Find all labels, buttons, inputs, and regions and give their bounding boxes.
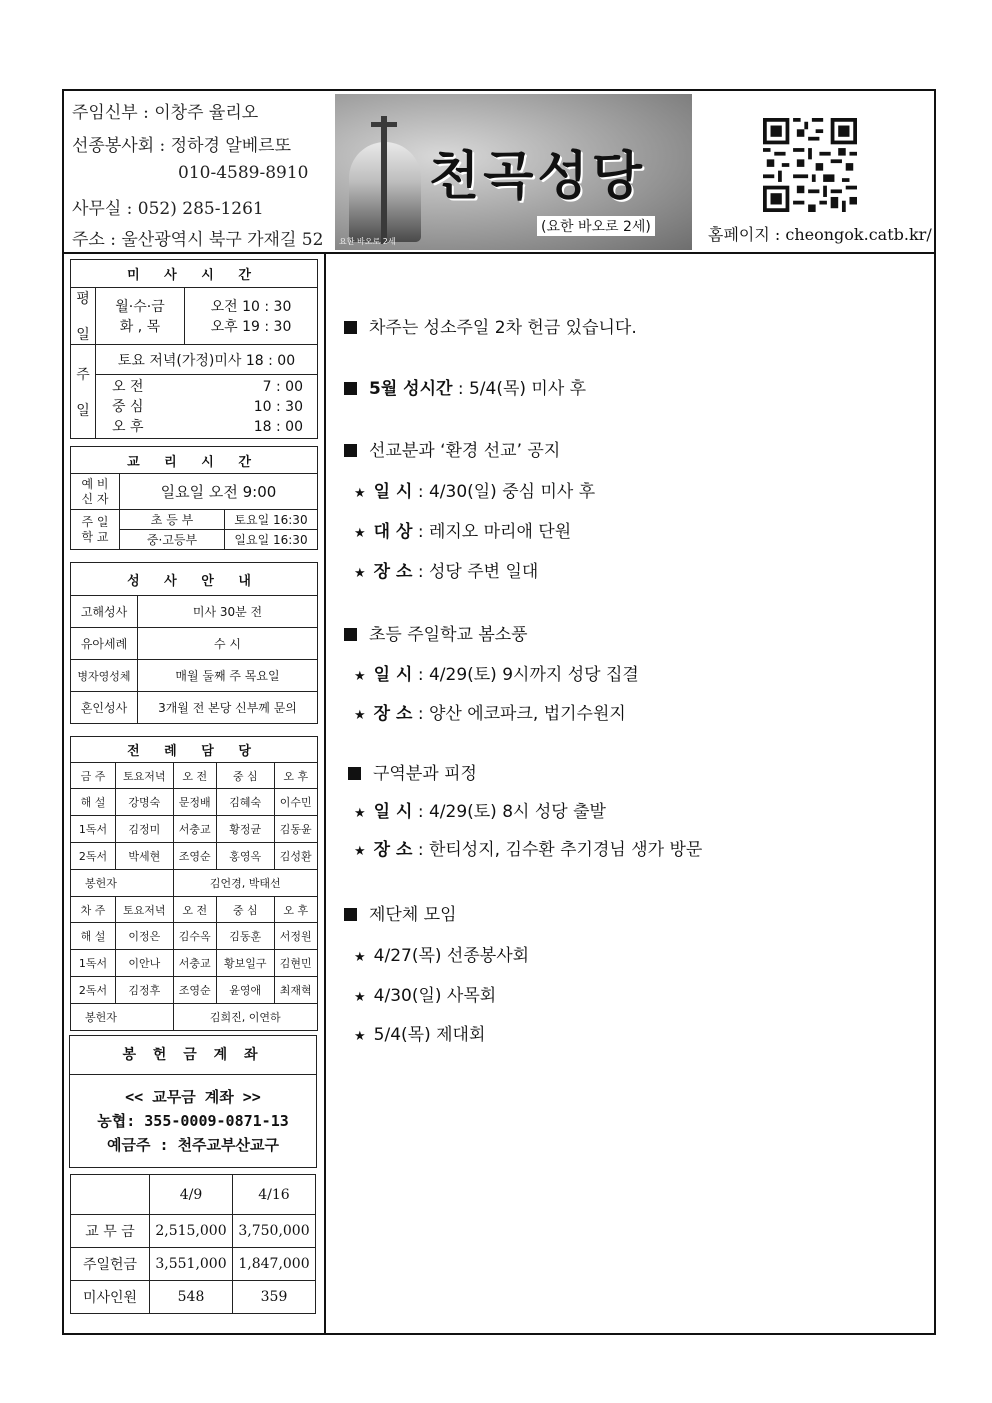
stats-value: 359 — [233, 1281, 316, 1314]
liturgy-header-cell: 토요저녁 — [116, 763, 174, 789]
notice-picnic: 초등 주일학교 봄소풍 — [344, 620, 528, 645]
pre-catechumen-time: 일요일 오전 9:00 — [120, 474, 318, 510]
liturgy-header-cell: 토요저녁 — [116, 897, 174, 923]
star-bullet-icon: ★ — [354, 950, 366, 965]
square-bullet-icon — [344, 321, 357, 334]
liturgy-cell: 김수옥 — [173, 923, 216, 950]
confession-label: 고해성사 — [71, 596, 138, 628]
notice-vocation-sunday: 차주는 성소주일 2차 헌금 있습니다. — [344, 313, 637, 338]
liturgy-cell: 최재혁 — [274, 977, 318, 1004]
star-bullet-icon: ★ — [354, 1029, 366, 1044]
sunday-label: 주 일 — [71, 345, 96, 439]
account-holder: 예금주 : 천주교부산교구 — [107, 1136, 279, 1154]
meeting-item: ★ 4/27(목) 선종봉사회 — [354, 946, 530, 966]
liturgy-cell: 이안나 — [116, 950, 174, 977]
liturgy-cell: 황정균 — [216, 816, 274, 843]
stats-value: 3,551,000 — [150, 1248, 233, 1281]
sunday-masses: 오 전 7 : 00 중 심 10 : 30 오 후 18 : 00 — [96, 375, 318, 439]
liturgy-header-cell: 오 후 — [274, 897, 318, 923]
marriage-label: 혼인성사 — [71, 692, 138, 724]
liturgy-cell: 2독서 — [71, 977, 116, 1004]
square-bullet-icon — [348, 767, 361, 780]
liturgy-table — [70, 736, 318, 1031]
infant-baptism-desc: 수 시 — [138, 628, 318, 660]
offering-names: 김언경, 박태선 — [173, 870, 317, 897]
offering-stats-table — [70, 1174, 316, 1314]
offering-names: 김희진, 이연하 — [173, 1004, 317, 1031]
header-divider — [62, 252, 936, 254]
star-bullet-icon: ★ — [354, 844, 366, 859]
retreat-place: ★ 장 소 : 한티성지, 김수환 추기경님 생가 방문 — [354, 840, 703, 860]
stats-value: 548 — [150, 1281, 233, 1314]
liturgy-cell: 해 설 — [71, 789, 116, 816]
square-bullet-icon — [344, 908, 357, 921]
stats-value: 1,847,000 — [233, 1248, 316, 1281]
liturgy-cell: 박세현 — [116, 843, 174, 870]
mission-place: ★ 장 소 : 성당 주변 일대 — [354, 562, 539, 582]
stats-value: 3,750,000 — [233, 1215, 316, 1248]
donation-account-box — [69, 1035, 317, 1168]
retreat-date: ★ 일 시 : 4/29(토) 8시 성당 출발 — [354, 802, 606, 822]
offering-label: 봉헌자 — [71, 1004, 174, 1031]
stats-label: 주일헌금 — [71, 1248, 150, 1281]
liturgy-header-cell: 오 후 — [274, 763, 318, 789]
sick-communion-desc: 매월 둘째 주 목요일 — [138, 660, 318, 692]
catechism-table — [70, 446, 318, 550]
star-bullet-icon: ★ — [354, 566, 366, 581]
notice-meetings: 제단체 모임 — [344, 900, 457, 925]
church-banner — [335, 94, 692, 250]
stats-date: 4/9 — [150, 1175, 233, 1215]
patron-name: (요한 바오로 2세) — [537, 216, 655, 236]
pastor-info: 주임신부 : 이창주 율리오 — [72, 103, 259, 123]
liturgy-cell: 조영순 — [173, 843, 216, 870]
elementary-label: 초 등 부 — [120, 510, 225, 530]
photo-caption: 요한 바오로 2세 — [339, 237, 396, 246]
pre-catechumen-label: 예 비 신 자 — [71, 474, 120, 510]
liturgy-cell: 김동윤 — [274, 816, 318, 843]
star-bullet-icon: ★ — [354, 486, 366, 501]
stats-date: 4/16 — [233, 1175, 316, 1215]
donation-account-body — [70, 1075, 316, 1157]
liturgy-cell: 김정후 — [116, 977, 174, 1004]
crucifix-crossbar — [371, 122, 397, 127]
stats-label: 미사인원 — [71, 1281, 150, 1314]
notice-holy-hour: 5월 성시간 : 5/4(목) 미사 후 — [344, 374, 586, 399]
column-divider — [324, 252, 326, 1335]
star-bullet-icon: ★ — [354, 526, 366, 541]
liturgy-header-cell: 오 전 — [173, 897, 216, 923]
account-number: 농협: 355-0009-0871-13 — [97, 1112, 289, 1130]
square-bullet-icon — [344, 444, 357, 457]
square-bullet-icon — [344, 628, 357, 641]
liturgy-cell: 해 설 — [71, 923, 116, 950]
liturgy-header-cell: 중 심 — [216, 897, 274, 923]
liturgy-header-cell: 차 주 — [71, 897, 116, 923]
liturgy-cell: 이정은 — [116, 923, 174, 950]
notice-retreat: 구역분과 피정 — [348, 759, 477, 784]
sacraments-title: 성 사 안 내 — [71, 563, 318, 596]
weekday-times: 오전 10 : 30 오후 19 : 30 — [185, 288, 318, 345]
liturgy-cell: 김현민 — [274, 950, 318, 977]
meeting-item: ★ 5/4(목) 제대회 — [354, 1025, 486, 1045]
mass-times-title: 미 사 시 간 — [71, 260, 318, 288]
middle-high-label: 중·고등부 — [120, 530, 225, 550]
confession-desc: 미사 30분 전 — [138, 596, 318, 628]
donation-account-title: 봉 헌 금 계 좌 — [70, 1036, 316, 1075]
liturgy-cell: 조영순 — [173, 977, 216, 1004]
liturgy-cell: 서충교 — [173, 816, 216, 843]
liturgy-cell: 서충교 — [173, 950, 216, 977]
liturgy-cell: 홍영옥 — [216, 843, 274, 870]
catechism-title: 교 리 시 간 — [71, 447, 318, 474]
address-info: 주소 : 울산광역시 북구 가재길 52 — [72, 230, 324, 250]
liturgy-title: 전 례 담 당 — [71, 737, 318, 763]
liturgy-cell: 김혜숙 — [216, 789, 274, 816]
star-bullet-icon: ★ — [354, 669, 366, 684]
church-name: 천곡성당 — [429, 146, 646, 207]
liturgy-cell: 윤영애 — [216, 977, 274, 1004]
liturgy-cell: 이수민 — [274, 789, 318, 816]
homepage-link[interactable]: 홈페이지 : cheongok.catb.kr/ — [708, 225, 932, 244]
offering-label: 봉헌자 — [71, 870, 174, 897]
liturgy-cell: 김성환 — [274, 843, 318, 870]
stats-value: 2,515,000 — [150, 1215, 233, 1248]
middle-high-time: 일요일 16:30 — [225, 530, 318, 550]
saturday-evening-mass: 토요 저녁(가정)미사 18 : 00 — [96, 345, 318, 375]
picnic-date: ★ 일 시 : 4/29(토) 9시까지 성당 집결 — [354, 665, 639, 685]
account-heading: << 교무금 계좌 >> — [125, 1088, 261, 1106]
liturgy-cell: 김동훈 — [216, 923, 274, 950]
liturgy-header-cell: 중 심 — [216, 763, 274, 789]
qr-code-icon[interactable] — [763, 118, 857, 212]
sunday-school-label: 주 일 학 교 — [71, 510, 120, 550]
liturgy-header-cell: 금 주 — [71, 763, 116, 789]
meeting-item: ★ 4/30(일) 사목회 — [354, 986, 497, 1006]
infant-baptism-label: 유아세례 — [71, 628, 138, 660]
star-bullet-icon: ★ — [354, 708, 366, 723]
star-bullet-icon: ★ — [354, 806, 366, 821]
office-info: 사무실 : 052) 285-1261 — [72, 199, 264, 219]
liturgy-cell: 서정원 — [274, 923, 318, 950]
picnic-place: ★ 장 소 : 양산 에코파크, 법기수원지 — [354, 704, 626, 724]
weekday-label: 평 일 — [71, 288, 96, 345]
mass-times-table — [70, 259, 318, 439]
crucifix-staff — [381, 116, 387, 244]
liturgy-cell: 문정배 — [173, 789, 216, 816]
stats-label: 교 무 금 — [71, 1215, 150, 1248]
liturgy-cell: 황보일구 — [216, 950, 274, 977]
liturgy-cell: 2독서 — [71, 843, 116, 870]
liturgy-cell: 1독서 — [71, 816, 116, 843]
sick-communion-label: 병자영성체 — [71, 660, 138, 692]
square-bullet-icon — [344, 382, 357, 395]
marriage-desc: 3개월 전 본당 신부께 문의 — [138, 692, 318, 724]
stats-corner — [71, 1175, 150, 1215]
sacraments-table — [70, 562, 318, 724]
weekday-days: 월·수·금 화 , 목 — [96, 288, 185, 345]
notice-mission: 선교분과 ‘환경 선교’ 공지 — [344, 436, 560, 461]
liturgy-cell: 강명숙 — [116, 789, 174, 816]
star-bullet-icon: ★ — [354, 990, 366, 1005]
phone-info: 010-4589-8910 — [178, 163, 309, 183]
liturgy-cell: 김정미 — [116, 816, 174, 843]
liturgy-header-cell: 오 전 — [173, 763, 216, 789]
elementary-time: 토요일 16:30 — [225, 510, 318, 530]
liturgy-cell: 1독서 — [71, 950, 116, 977]
council-info: 선종봉사회 : 정하경 알베르또 — [72, 136, 292, 156]
mission-date: ★ 일 시 : 4/30(일) 중심 미사 후 — [354, 482, 596, 502]
mission-target: ★ 대 상 : 레지오 마리애 단원 — [354, 522, 572, 542]
